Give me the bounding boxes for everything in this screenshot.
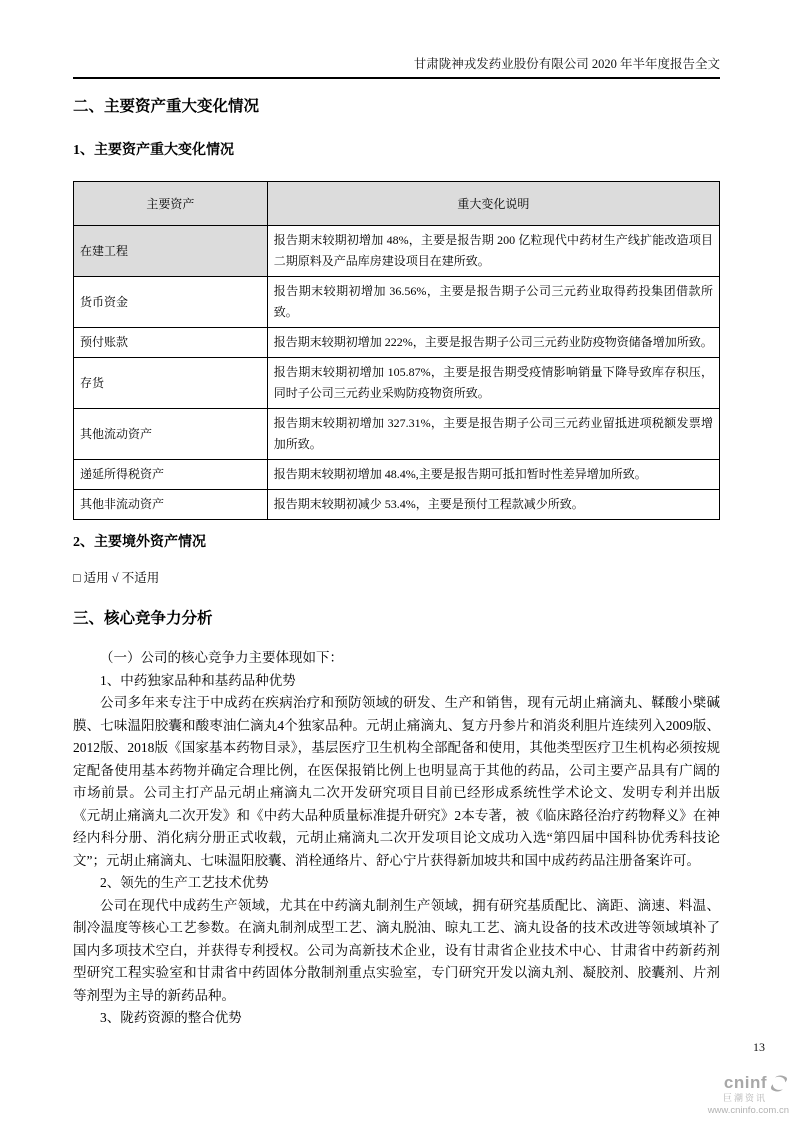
table-row xyxy=(74,358,720,409)
report-header-title: 甘肃陇神戎发药业股份有限公司 2020 年半年度报告全文 xyxy=(413,57,720,71)
table-row xyxy=(74,490,720,520)
table-row xyxy=(74,226,720,277)
advantage-1-title: 1、中药独家品种和基药品种优势 xyxy=(100,672,296,688)
change-description-cell: 报告期末较期初增加 48.4%,主要是报告期可抵扣暂时性差异增加所致。 xyxy=(267,460,719,490)
table-row xyxy=(74,409,720,460)
asset-name-cell: 货币资金 xyxy=(74,277,268,328)
cninfo-logo-text: cninf xyxy=(723,1072,767,1092)
cninfo-logo-url: www.cninfo.com.cn xyxy=(707,1104,789,1116)
cninfo-swirl-icon xyxy=(769,1075,789,1092)
change-description-cell: 报告期末较期初增加 36.56%，主要是报告期子公司三元药业取得药投集团借款所致。 xyxy=(267,277,719,328)
page-number: 13 xyxy=(753,1040,765,1054)
column-header-change-description: 重大变化说明 xyxy=(267,182,719,226)
section-major-asset-changes-heading: 二、主要资产重大变化情况 xyxy=(73,98,260,115)
table-row xyxy=(74,460,720,490)
applicability-statement: □ 适用 √ 不适用 xyxy=(73,571,160,585)
change-description-cell: 报告期末较期初减少 53.4%，主要是预付工程款减少所致。 xyxy=(267,490,719,520)
asset-name-cell: 预付账款 xyxy=(74,328,268,358)
table-row xyxy=(74,277,720,328)
subsection-overseas-assets-heading: 2、主要境外资产情况 xyxy=(73,535,206,550)
cninfo-logo-brand-row xyxy=(708,1074,789,1093)
asset-name-cell: 其他非流动资产 xyxy=(74,490,268,520)
document-header xyxy=(73,0,720,79)
subsection-major-asset-changes-heading: 1、主要资产重大变化情况 xyxy=(73,143,234,158)
page-content xyxy=(73,0,720,1030)
cninfo-logo xyxy=(708,1074,789,1116)
table-header-row xyxy=(74,182,720,226)
change-description-cell: 报告期末较期初增加 105.87%，主要是报告期受疫情影响销量下降导致库存积压，同时子公司三元药业采购防疫物资所致。 xyxy=(267,358,719,409)
cninfo-logo-chinese-name: 巨潮资讯 xyxy=(722,1092,767,1103)
asset-changes-table xyxy=(73,181,720,520)
header-divider xyxy=(73,77,720,79)
asset-name-cell: 在建工程 xyxy=(74,226,268,277)
advantage-3-title: 3、陇药资源的整合优势 xyxy=(100,1010,242,1025)
change-description-cell: 报告期末较期初增加 222%，主要是报告期子公司三元药业防疫物资储备增加所致。 xyxy=(267,328,719,358)
column-header-main-asset: 主要资产 xyxy=(74,182,268,226)
table-row xyxy=(74,328,720,358)
asset-name-cell: 其他流动资产 xyxy=(74,409,268,460)
advantage-2-paragraph: 公司在现代中成药生产领域，尤其在中药滴丸制剂生产领域，拥有研究基质配比、滴距、滴速、料温、制冷温度等核心工艺参数。在滴丸制剂成型工艺、滴丸脱油、晾丸工艺、滴丸设备的技术改进等领域填补了国内多项技术空白，并获得专利授权。公司为高新技术企业，设有甘肃省企业技术中心、甘肃省中药新药剂型研究工程实验室和甘肃省中药固体分散制剂重点实验室，专门研究开发以滴丸剂、凝胶剂、胶囊剂、片剂等剂型为主导的新药品种。 xyxy=(73,897,720,1003)
core-competitiveness-intro: （一）公司的核心竞争力主要体现如下： xyxy=(100,650,343,665)
advantage-2-title: 2、领先的生产工艺技术优势 xyxy=(100,875,269,890)
asset-name-cell: 递延所得税资产 xyxy=(74,460,268,490)
change-description-cell: 报告期末较期初增加 48%，主要是报告期 200 亿粒现代中药材生产线扩能改造项目二期原料及产品库房建设项目在建所致。 xyxy=(267,226,719,277)
change-description-cell: 报告期末较期初增加 327.31%，主要是报告期子公司三元药业留抵进项税额发票增加所致。 xyxy=(267,409,719,460)
section-core-competitiveness-heading: 三、核心竞争力分析 xyxy=(73,610,213,627)
asset-name-cell: 存货 xyxy=(74,358,268,409)
advantage-1-paragraph: 公司多年来专注于中成药在疾病治疗和预防领域的研发、生产和销售，现有元胡止痛滴丸、鞣酸小檗碱膜、七味温阳胶囊和酸枣油仁滴丸4个独家品种。元胡止痛滴丸、复方丹参片和消炎利胆片连续列入2009版、2012版、2018版《国家基本药物目录》，基层医疗卫生机构全部配备和使用，其他类型医疗卫生机构必须按规定配备使用基本药物并确定合理比例，在医保报销比例上也明显高于其他的药品，公司主要产品具有广阔的市场前景。公司主打产品元胡止痛滴丸二次开发研究项目目前已经形成系统性学术论文、发明专利并出版《元胡止痛滴丸二次开发》和《中药大品种质量标准提升研究》2本专著，被《临床路径治疗药物释义》在神经内科分册、消化病分册正式收载，元胡止痛滴丸二次开发项目论文成功入选“第四届中国科协优秀科技论文”；元胡止痛滴丸、七味温阳胶囊、消栓通络片、舒心宁片获得新加坡共和国中成药药品注册备案许可。 xyxy=(73,695,720,868)
